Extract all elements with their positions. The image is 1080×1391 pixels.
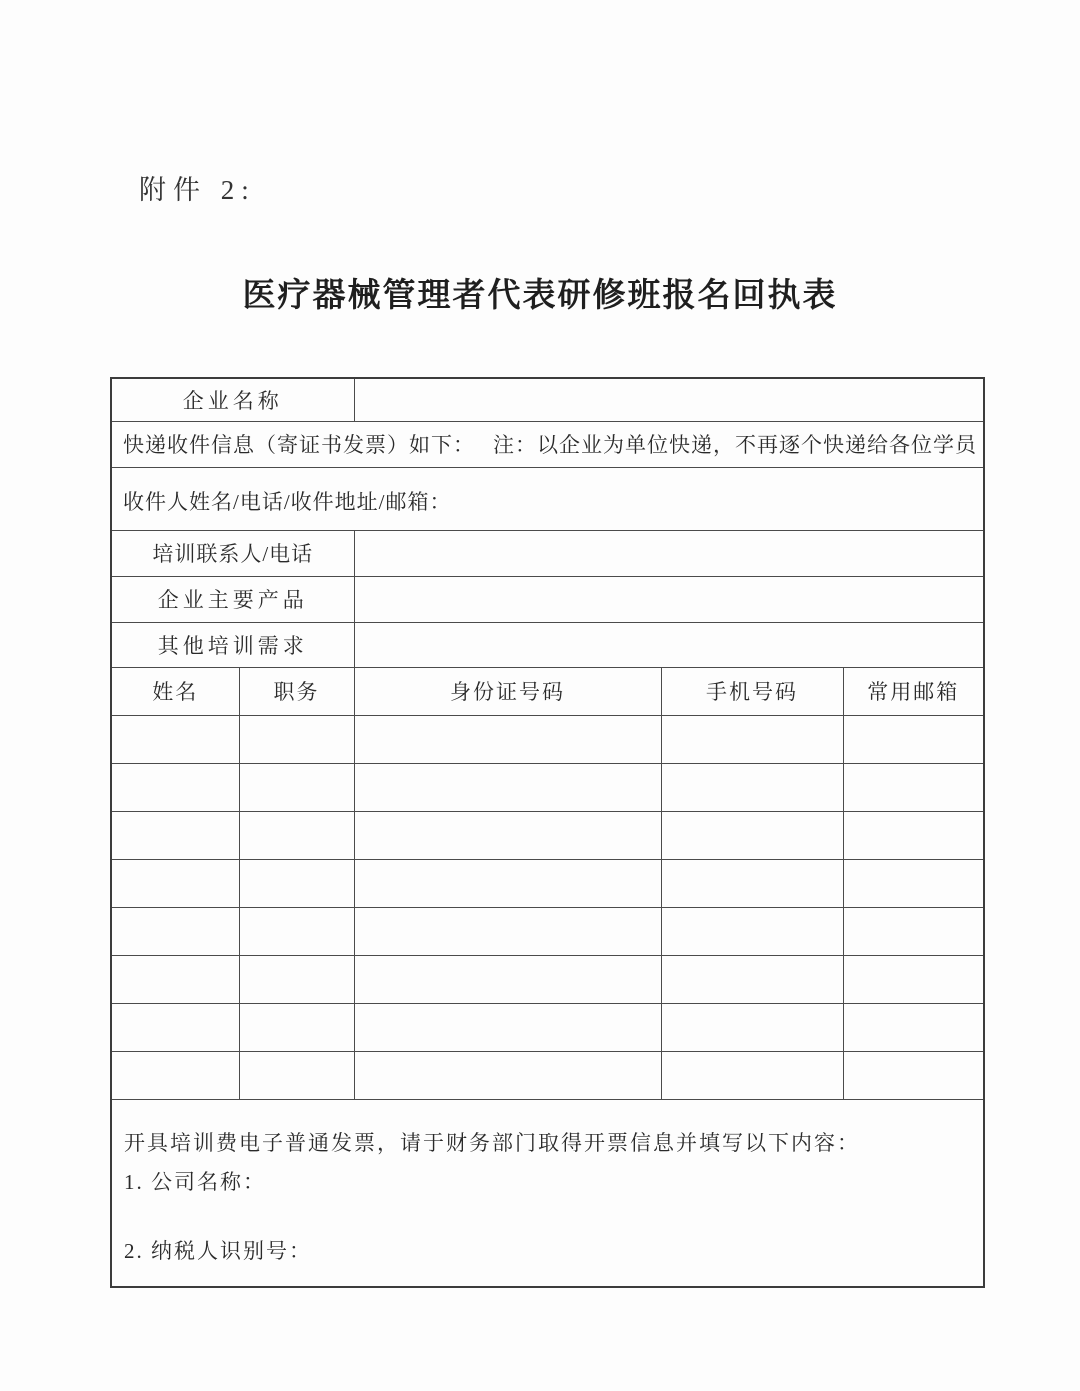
col-header-email: 常用邮箱	[843, 667, 984, 715]
invoice-section-row	[111, 1099, 984, 1287]
invoice-instruction: 开具培训费电子普通发票，请于财务部门取得开票信息并填写以下内容：	[124, 1130, 860, 1155]
attendee-empty-cell	[661, 1051, 843, 1099]
company-name-value-cell	[354, 378, 984, 421]
attendee-empty-cell	[661, 763, 843, 811]
express-note: 注：以企业为单位快递，不再逐个快递给各位学员	[493, 433, 977, 457]
attendee-empty-cell	[661, 859, 843, 907]
training-contact-row	[111, 530, 984, 576]
attendee-empty-cell	[661, 811, 843, 859]
attendee-empty-cell	[354, 955, 661, 1003]
main-products-row	[111, 576, 984, 622]
main-products-label: 企业主要产品	[111, 576, 354, 622]
recipient-info-row	[111, 467, 984, 530]
attendee-empty-row	[111, 1051, 984, 1099]
registration-form-table	[110, 377, 985, 1288]
attendee-empty-cell	[843, 715, 984, 763]
attendee-empty-row	[111, 1003, 984, 1051]
attendee-empty-cell	[111, 763, 239, 811]
attendee-empty-cell	[354, 859, 661, 907]
attendee-empty-cell	[111, 859, 239, 907]
invoice-taxid-label: 2. 纳税人识别号：	[124, 1238, 312, 1263]
company-name-label: 企业名称	[111, 378, 354, 421]
attendee-empty-row	[111, 907, 984, 955]
attendee-empty-cell	[661, 955, 843, 1003]
attendee-empty-cell	[843, 859, 984, 907]
training-contact-label: 培训联系人/电话	[111, 530, 354, 576]
attendee-empty-cell	[239, 1051, 354, 1099]
attendee-empty-cell	[843, 955, 984, 1003]
attendee-empty-cell	[354, 1003, 661, 1051]
other-needs-value-cell	[354, 622, 984, 667]
invoice-company-label: 1. 公司名称：	[124, 1169, 266, 1194]
recipient-info-label: 收件人姓名/电话/收件地址/邮箱：	[111, 467, 984, 530]
express-info-label: 快递收件信息（寄证书发票）如下：	[123, 433, 475, 457]
attendee-empty-cell	[661, 715, 843, 763]
attendee-empty-cell	[111, 1003, 239, 1051]
invoice-section	[111, 1099, 984, 1287]
attendee-empty-cell	[111, 907, 239, 955]
col-header-mobile: 手机号码	[661, 667, 843, 715]
attendee-empty-row	[111, 859, 984, 907]
attendee-empty-cell	[111, 1051, 239, 1099]
attendee-empty-cell	[239, 763, 354, 811]
attendee-empty-cell	[111, 715, 239, 763]
attendee-empty-cell	[843, 907, 984, 955]
attendee-empty-cell	[843, 763, 984, 811]
other-needs-label: 其他培训需求	[111, 622, 354, 667]
attendee-empty-cell	[354, 715, 661, 763]
main-products-value-cell	[354, 576, 984, 622]
attachment-label: 附件 2:	[139, 175, 256, 205]
company-name-row	[111, 378, 984, 421]
attendee-empty-cell	[843, 811, 984, 859]
attendee-empty-cell	[239, 811, 354, 859]
page-title: 医疗器械管理者代表研修班报名回执表	[242, 278, 838, 314]
attendee-empty-cell	[239, 907, 354, 955]
col-header-id-number: 身份证号码	[354, 667, 661, 715]
attendee-empty-cell	[239, 859, 354, 907]
other-needs-row	[111, 622, 984, 667]
attendee-empty-row	[111, 955, 984, 1003]
col-header-name: 姓名	[111, 667, 239, 715]
col-header-position: 职务	[239, 667, 354, 715]
attendee-empty-cell	[239, 955, 354, 1003]
express-info-line	[123, 429, 977, 459]
attendee-empty-cell	[111, 955, 239, 1003]
attendee-header-row	[111, 667, 984, 715]
attendee-empty-cell	[239, 1003, 354, 1051]
attendee-empty-cell	[354, 811, 661, 859]
attendee-empty-cell	[843, 1003, 984, 1051]
attendee-empty-row	[111, 763, 984, 811]
attendee-empty-cell	[843, 1051, 984, 1099]
express-info-row	[111, 421, 984, 467]
attendee-empty-cell	[239, 715, 354, 763]
training-contact-value-cell	[354, 530, 984, 576]
attendee-empty-cell	[661, 1003, 843, 1051]
attendee-empty-row	[111, 811, 984, 859]
attendee-empty-cell	[661, 907, 843, 955]
attendee-empty-cell	[354, 1051, 661, 1099]
attendee-empty-cell	[111, 811, 239, 859]
attendee-empty-row	[111, 715, 984, 763]
attendee-empty-cell	[354, 907, 661, 955]
attendee-empty-cell	[354, 763, 661, 811]
